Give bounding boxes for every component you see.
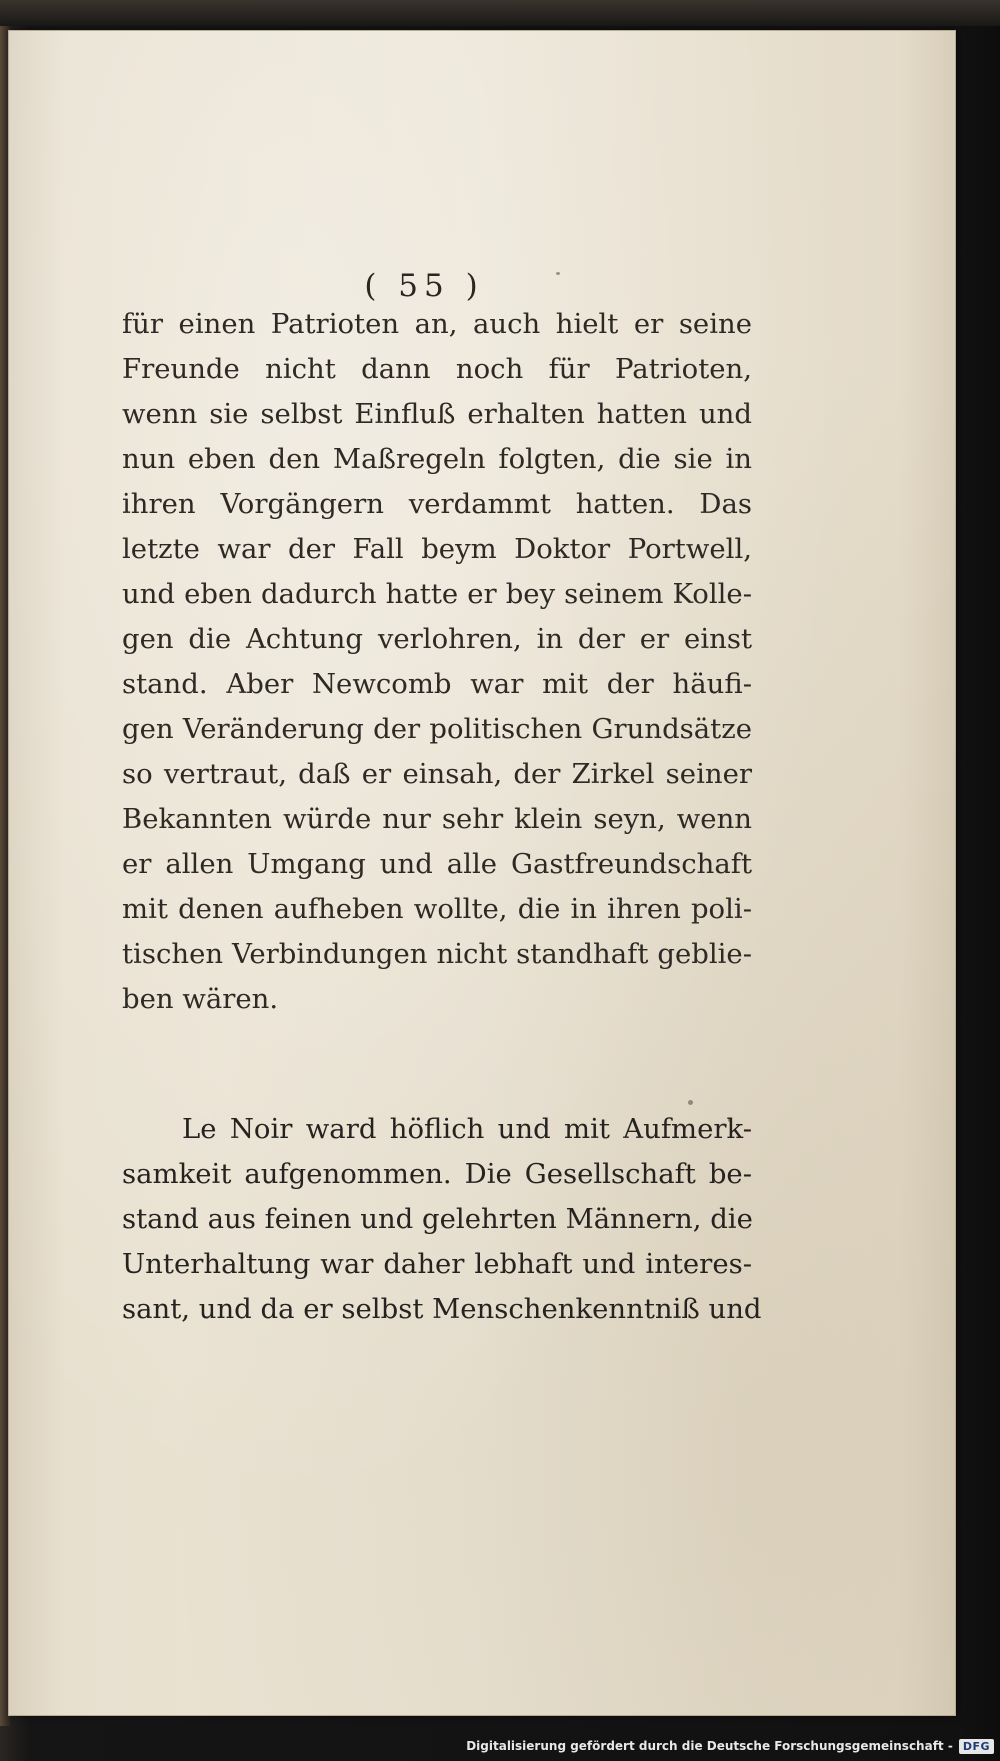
page-number-text: ( 55 ) bbox=[364, 268, 484, 304]
funding-credit: Digitalisierung gefördert durch die Deutsche Forschungsgemeinschaft - bbox=[466, 1739, 953, 1753]
paragraph-2 bbox=[122, 1107, 762, 1332]
text-line: Le Noir ward höflich und mit Aufmerk- bbox=[182, 1113, 752, 1145]
text-line: letzte war der Fall beym Doktor Portwell, bbox=[122, 533, 752, 565]
text-line: mit denen aufheben wollte, die in ihren poli- bbox=[122, 893, 752, 925]
scan-top-edge bbox=[0, 0, 1000, 26]
text-line: Freunde nicht dann noch für Patrioten, bbox=[122, 353, 752, 385]
text-line: nun eben den Maßregeln folgten, die sie in bbox=[122, 443, 752, 475]
text-line: so vertraut, daß er einsah, der Zirkel seiner bbox=[122, 758, 752, 790]
text-line: Unterhaltung war daher lebhaft und interes- bbox=[122, 1248, 752, 1280]
dfg-logo-icon: DFG bbox=[959, 1739, 994, 1754]
text-line: stand aus feinen und gelehrten Männern, die bbox=[122, 1203, 753, 1235]
text-line: gen Veränderung der politischen Grundsätze bbox=[122, 713, 752, 745]
text-line: er allen Umgang und alle Gastfreundschaft bbox=[122, 848, 752, 880]
text-line: wenn sie selbst Einfluß erhalten hatten und bbox=[122, 398, 752, 430]
text-line: samkeit aufgenommen. Die Gesellschaft be- bbox=[122, 1158, 752, 1190]
digitization-footer bbox=[466, 1735, 994, 1757]
text-line: Bekannten würde nur sehr klein seyn, wenn bbox=[122, 803, 752, 835]
text-line: und eben dadurch hatte er bey seinem Kolle- bbox=[122, 578, 752, 610]
text-line: sant, und da er selbst Menschenkenntniß und bbox=[122, 1293, 762, 1325]
page-number bbox=[8, 268, 956, 304]
paper-speck bbox=[688, 1100, 693, 1105]
text-line: für einen Patrioten an, auch hielt er seine bbox=[122, 308, 752, 340]
paragraph-1 bbox=[122, 302, 752, 1022]
text-line: ihren Vorgängern verdammt hatten. Das bbox=[122, 488, 752, 520]
text-line: stand. Aber Newcomb war mit der häufi- bbox=[122, 668, 752, 700]
text-line: tischen Verbindungen nicht standhaft geblie- bbox=[122, 938, 752, 970]
text-line: gen die Achtung verlohren, in der er einst bbox=[122, 623, 752, 655]
paper-speck bbox=[556, 272, 560, 275]
text-line: ben wären. bbox=[122, 983, 279, 1015]
